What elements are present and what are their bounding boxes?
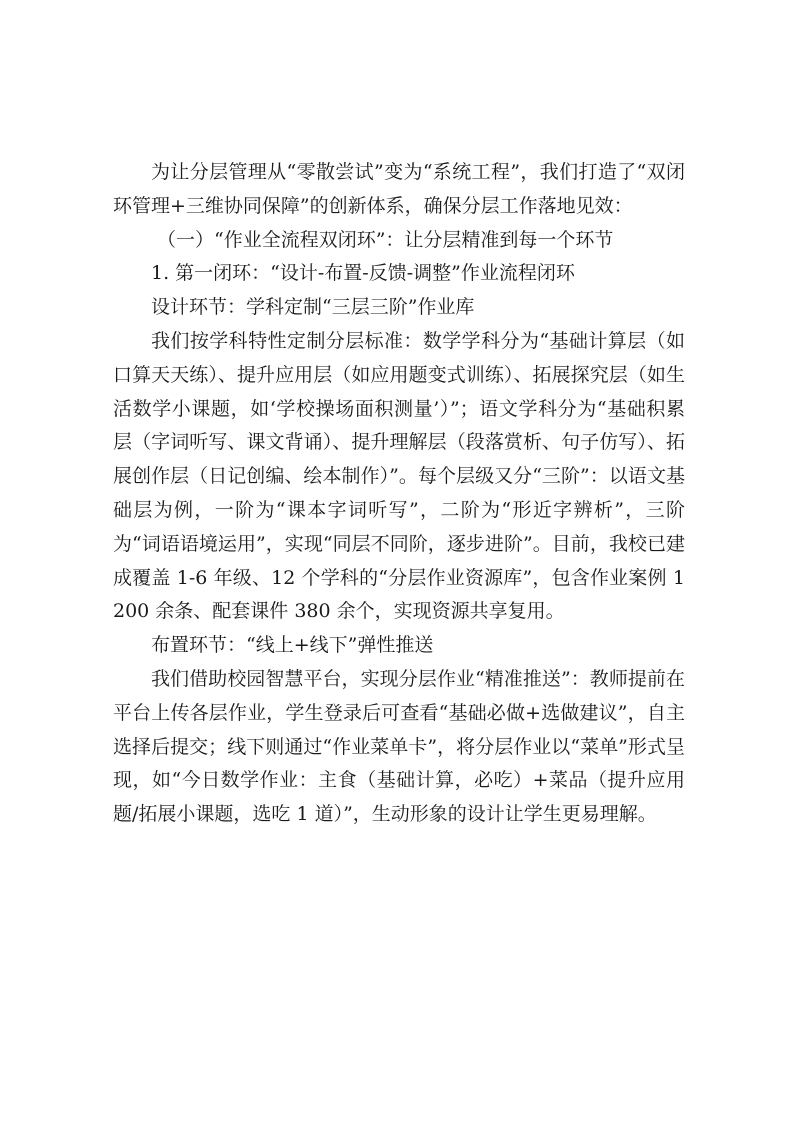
design-step-paragraph: 我们按学科特性定制分层标准：数学学科分为“基础计算层（如口算天天练）、提升应用层（如应用题变式训练）、拓展探究层（如生活数学小课题，如‘学校操场面积测量’）”；语文学科分为“基础积累层（字词听写、课文背诵）、提升理解层（段落赏析、句子仿写）、拓展创作层（日记创编、绘本制作）”。每个层级又分“三阶”：以语文基础层为例，一阶为“课本字词听写”，二阶为“形近字辨析”，三阶为“词语语境运用”，实现“同层不同阶，逐步进阶”。目前，我校已建成覆盖 1-6 年级、12 个学科的“分层作业资源库”，包含作业案例 1200 余条、配套课件 380 余个，实现资源共享复用。 xyxy=(113,329,685,623)
section-1-heading: （一）“作业全流程双闭环”：让分层精准到每一个环节 xyxy=(157,228,614,251)
assign-step-paragraph: 我们借助校园智慧平台，实现分层作业“精准推送”：教师提前在平台上传各层作业，学生登录后可查看“基础必做+选做建议”，自主选择后提交；线下则通过“作业菜单卡”，将分层作业以“菜单”形式呈现，如“今日数学作业：主食（基础计算，必吃）+菜品（提升应用题/拓展小课题，选吃 1 道）”，生动形象的设计让学生更易理解。 xyxy=(113,667,685,826)
document-page xyxy=(113,156,685,832)
intro-paragraph: 为让分层管理从“零散尝试”变为“系统工程”，我们打造了“双闭环管理+三维协同保障”的创新体系，确保分层工作落地见效： xyxy=(113,161,685,217)
assign-step-heading: 布置环节：“线上+线下”弹性推送 xyxy=(151,634,434,657)
design-step-heading: 设计环节：学科定制“三层三阶”作业库 xyxy=(151,296,475,319)
subsection-1-heading: 1. 第一闭环：“设计-布置-反馈-调整”作业流程闭环 xyxy=(151,262,575,285)
